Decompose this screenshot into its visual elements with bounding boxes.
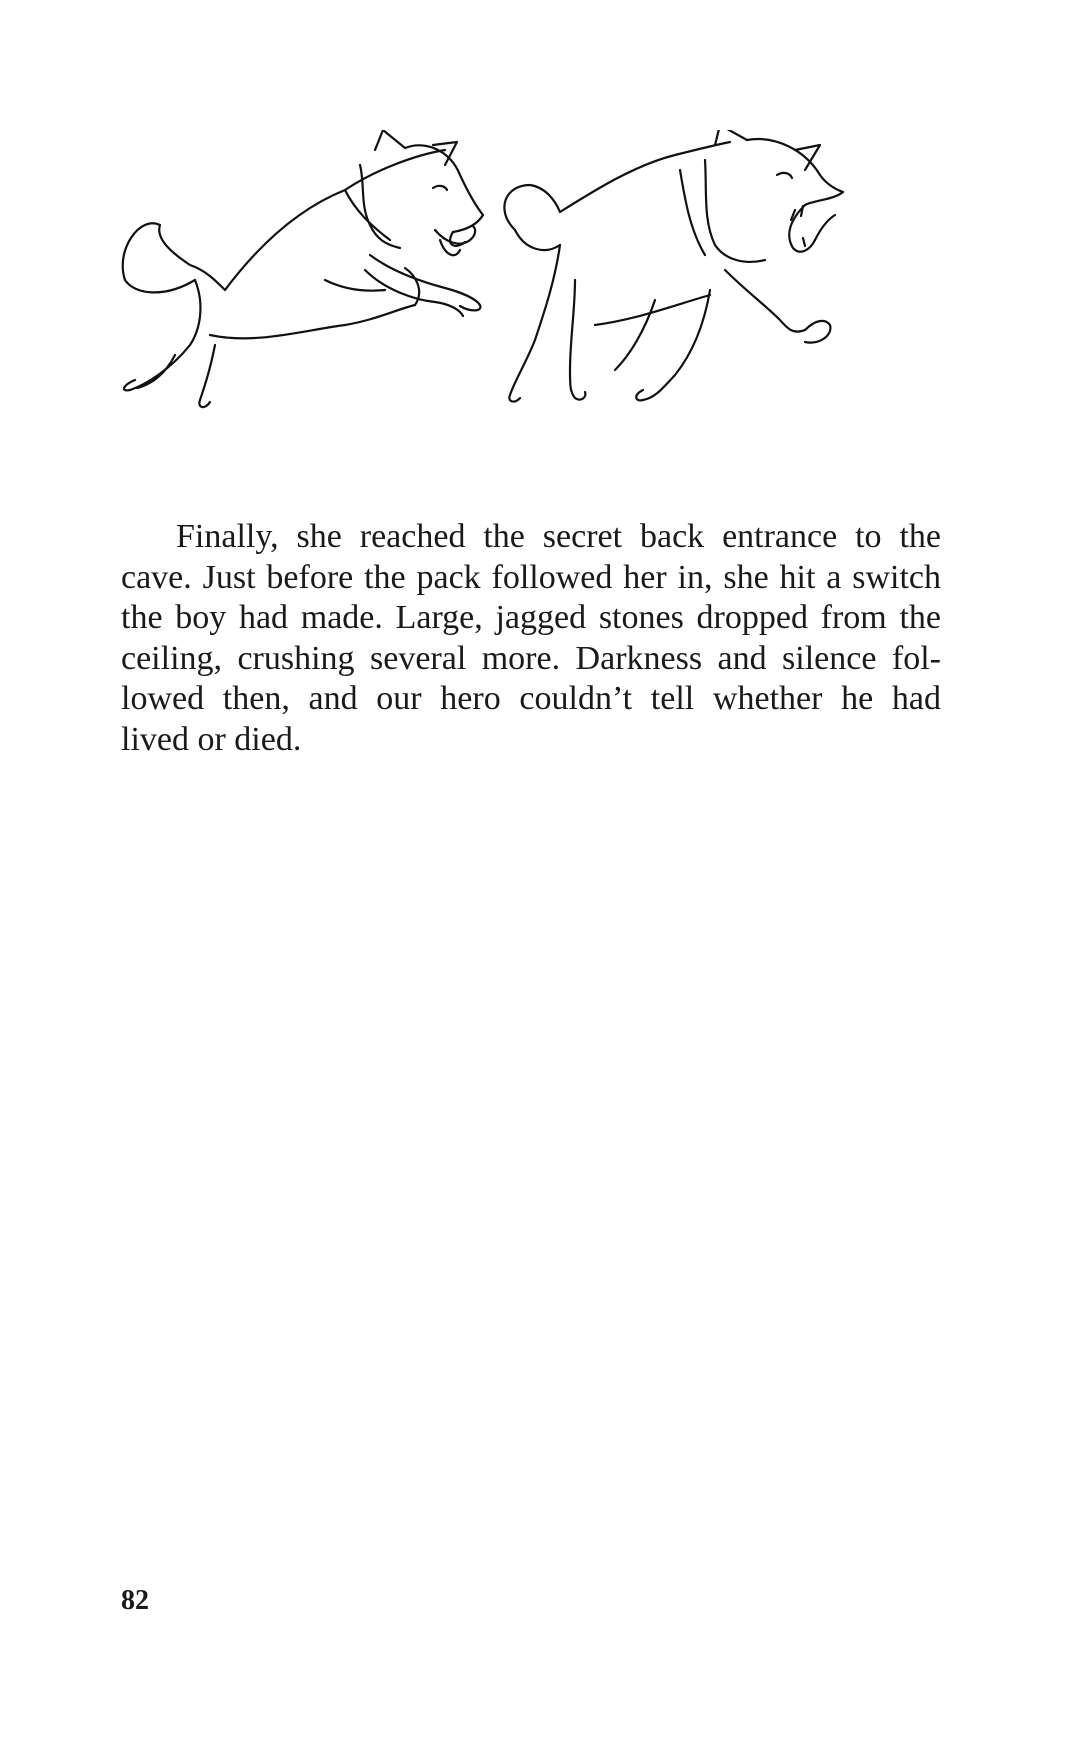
wolves-illustration — [115, 130, 955, 475]
paragraph-line: lived or died. — [121, 720, 302, 758]
paragraph-line: Finally, she reached the secret back entrance to the — [176, 518, 941, 555]
wolf-leaping-icon — [123, 130, 483, 407]
wolf-snarling-icon — [504, 130, 843, 402]
paragraph-line: the boy had made. Large, jagged stones dropped from the — [121, 599, 941, 636]
paragraph-line: lowed then, and our hero couldn’t tell whether he had — [121, 680, 941, 717]
paragraph-line: ceiling, crushing several more. Darkness and silence fol- — [121, 639, 941, 677]
story-paragraph — [121, 517, 941, 760]
page-number: 82 — [121, 1585, 149, 1616]
paragraph-line: cave. Just before the pack followed her in, she hit a switch — [121, 558, 941, 596]
